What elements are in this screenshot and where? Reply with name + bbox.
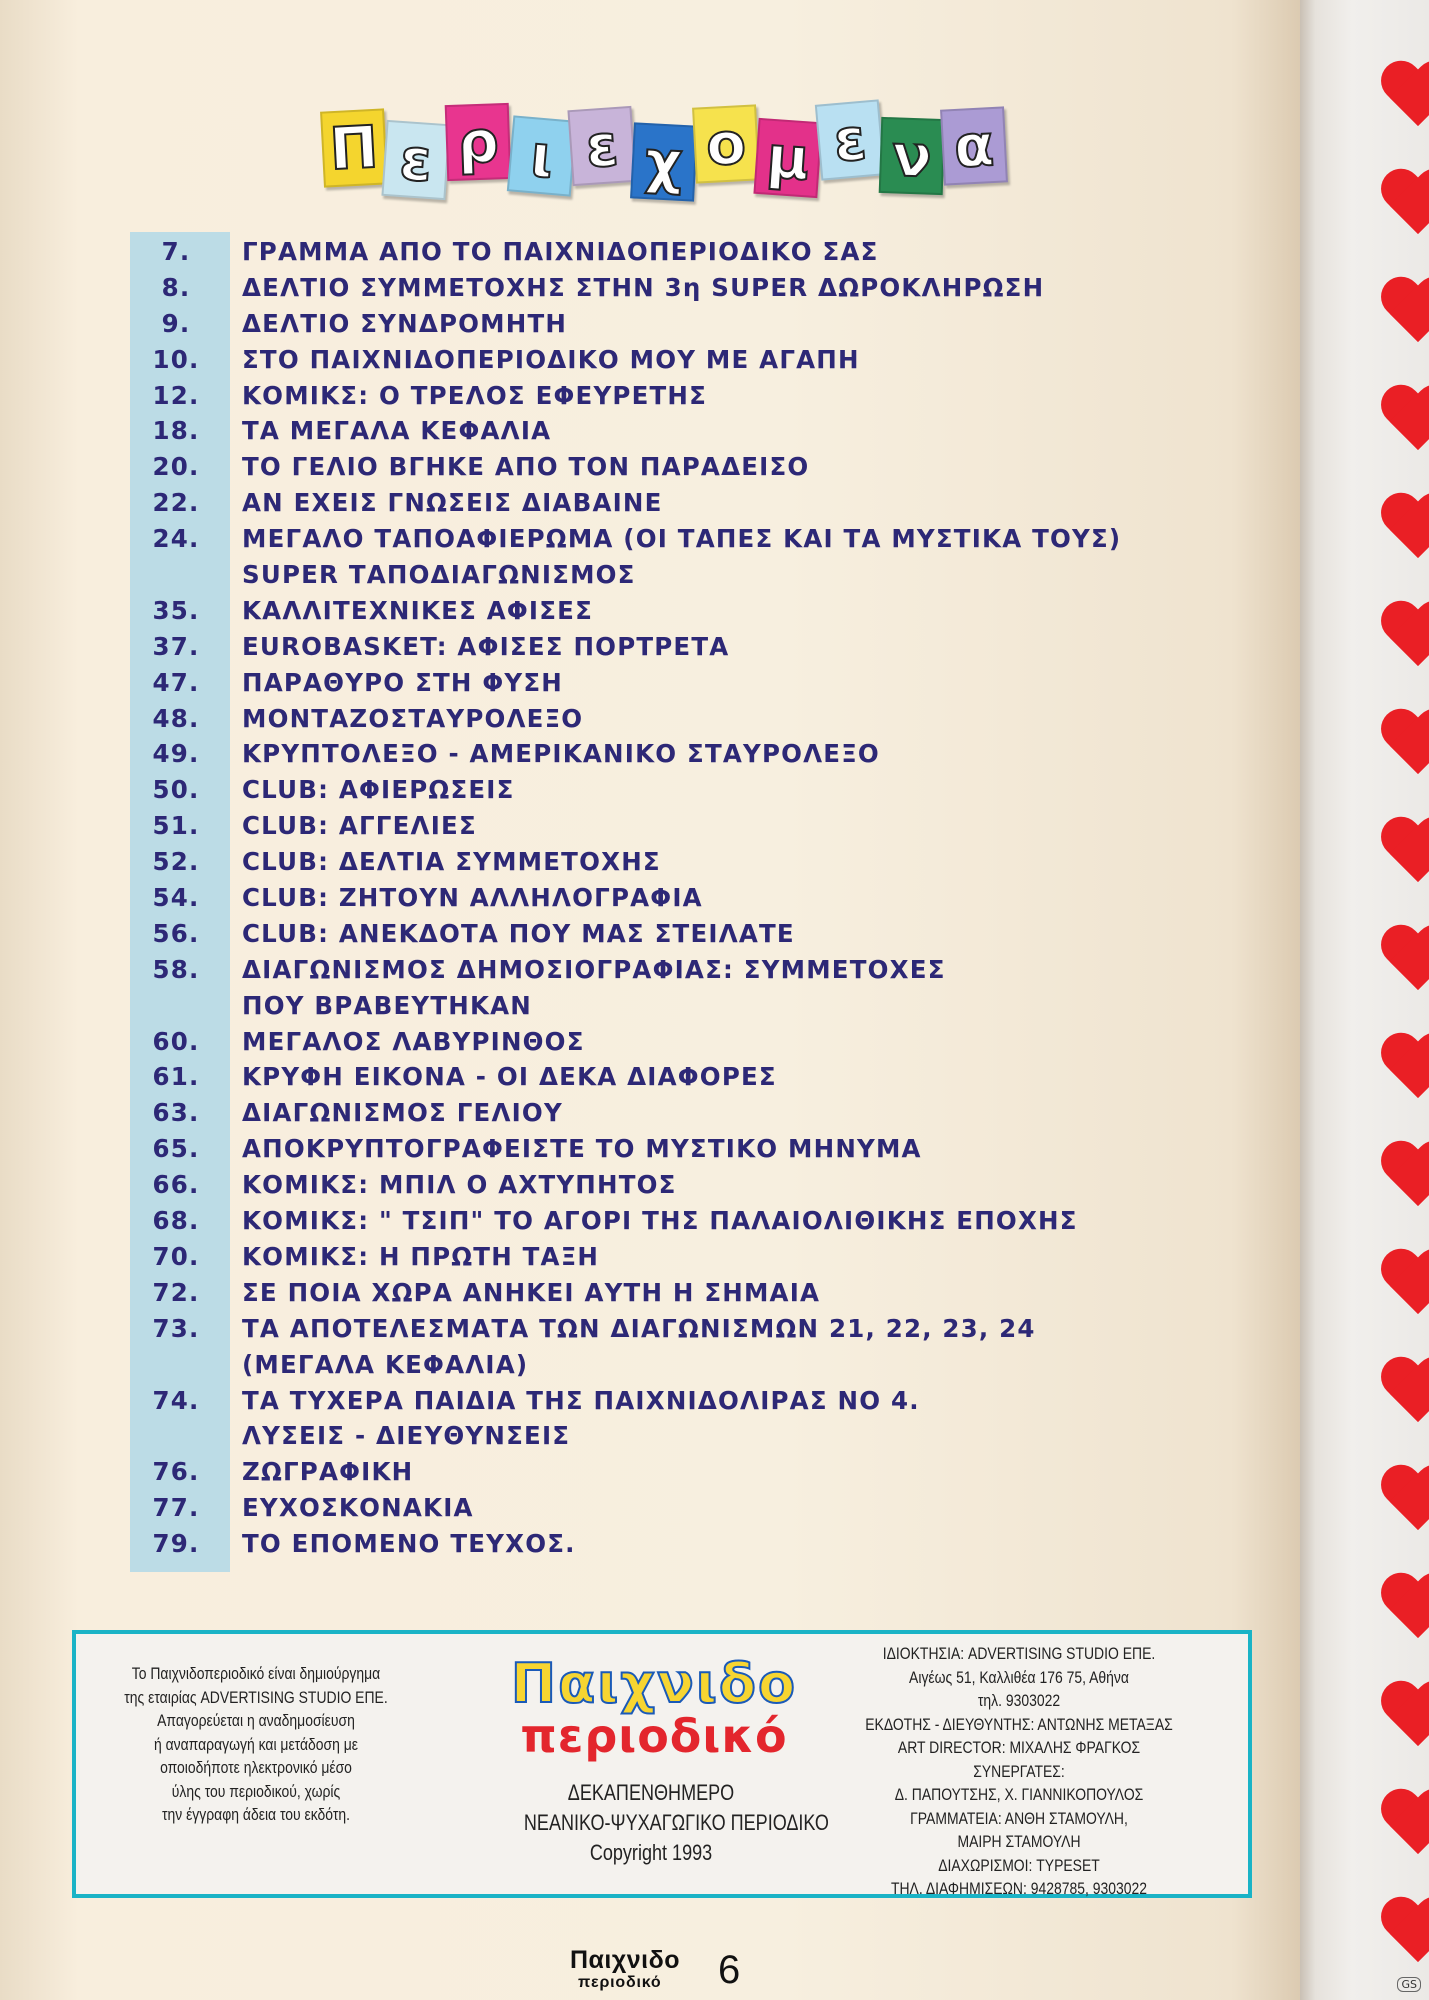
toc-entry-title: ΤΟ ΓΕΛΙΟ ΒΓΗΚΕ ΑΠΟ ΤΟΝ ΠΑΡΑΔΕΙΣΟ	[242, 452, 810, 482]
toc-entry-title: ΤΟ ΕΠΟΜΕΝΟ ΤΕΥΧΟΣ.	[242, 1529, 576, 1559]
toc-page-number: 18.	[152, 416, 200, 446]
title-letter-tile: ε	[381, 120, 450, 200]
heart-icon	[1378, 386, 1429, 466]
heart-icon	[1378, 1142, 1429, 1222]
footer-brand-top: Παιχνιδο	[570, 1946, 681, 1974]
title-letter-tile: χ	[630, 122, 698, 201]
toc-page-number: 72.	[152, 1277, 200, 1307]
credits-line: ΕΚΔΟΤΗΣ - ΔΙΕΥΘΥΝΤΗΣ: ΑΝΤΩΝΗΣ ΜΕΤΑΞΑΣ	[865, 1714, 1173, 1734]
toc-page-number: 54.	[152, 883, 200, 913]
toc-entry-title: CLUB: ΖΗΤΟΥΝ ΑΛΛΗΛΟΓΡΑΦΙΑ	[242, 883, 703, 913]
toc-entry-title: CLUB: ΑΝΕΚΔΟΤΑ ΠΟΥ ΜΑΣ ΣΤΕΙΛΑΤΕ	[242, 918, 795, 948]
toc-page-number: 22.	[152, 488, 200, 518]
heart-icon	[1378, 62, 1429, 142]
toc-row	[130, 485, 1230, 521]
title-letter-tile: ρ	[445, 103, 512, 181]
toc-page-number: 60.	[152, 1026, 200, 1056]
toc-entry-title: CLUB: ΑΓΓΕΛΙΕΣ	[242, 811, 477, 841]
credits-line: ΜΑΙΡΗ ΣΤΑΜΟΥΛΗ	[957, 1832, 1081, 1851]
publication-line: Copyright 1993	[589, 1840, 713, 1865]
toc-row	[130, 1131, 1230, 1167]
toc-row	[130, 593, 1230, 629]
heart-icon	[1378, 1466, 1429, 1546]
toc-entry-title: (ΜΕΓΑΛΑ ΚΕΦΑΛΙΑ)	[242, 1349, 529, 1379]
copyright-notice	[76, 1662, 436, 1827]
toc-row	[130, 665, 1230, 701]
toc-row	[130, 1418, 1230, 1454]
title-letter-tile: Π	[320, 108, 388, 187]
toc-row	[130, 772, 1230, 808]
toc-page-number: 77.	[152, 1493, 200, 1523]
toc-row	[130, 1059, 1230, 1095]
toc-page-number: 70.	[152, 1241, 200, 1271]
credits-line: Δ. ΠΑΠΟΥΤΣΗΣ, Χ. ΓΙΑΝΝΙΚΟΠΟΥΛΟΣ	[894, 1785, 1144, 1804]
toc-entry-title: ΛΥΣΕΙΣ - ΔΙΕΥΘΥΝΣΕΙΣ	[242, 1421, 571, 1451]
copyright-line: Το Παιχνιδοπεριοδικό είναι δημιούργημα	[131, 1664, 381, 1683]
toc-entry-title: ΖΩΓΡΑΦΙΚΗ	[242, 1457, 414, 1487]
toc-row	[130, 1383, 1230, 1419]
copyright-line: της εταιρίας ADVERTISING STUDIO ΕΠΕ.	[124, 1687, 388, 1707]
credits-line: ΔΙΑΧΩΡΙΣΜΟΙ: TYPESET	[938, 1855, 1100, 1875]
toc-row	[130, 736, 1230, 772]
toc-entry-title: ΚΟΜΙΚΣ: " ΤΣΙΠ" ΤΟ ΑΓΟΡΙ ΤΗΣ ΠΑΛΑΙΟΛΙΘΙΚΗΣ ΕΠΟΧΗΣ	[242, 1206, 1078, 1236]
credits-line: ΓΡΑΜΜΑΤΕΙΑ: ΑΝΘΗ ΣΤΑΜΟΥΛΗ,	[910, 1808, 1128, 1828]
toc-page-number: 66.	[152, 1170, 200, 1200]
toc-row	[130, 270, 1230, 306]
toc-entry-title: ΤΑ ΤΥΧΕΡΑ ΠΑΙΔΙΑ ΤΗΣ ΠΑΙΧΝΙΔΟΛΙΡΑΣ ΝΟ 4.	[242, 1385, 920, 1415]
toc-page-number: 51.	[152, 811, 200, 841]
toc-page-number: 76.	[152, 1457, 200, 1487]
page-footer	[570, 1944, 770, 2000]
toc-row	[130, 449, 1230, 485]
heart-icon	[1378, 494, 1429, 574]
toc-row	[130, 1454, 1230, 1490]
publication-line: ΝΕΑΝΙΚΟ-ΨΥΧΑΓΩΓΙΚΟ ΠΕΡΙΟΔΙΚΟ	[523, 1810, 829, 1835]
credits-line: ART DIRECTOR: ΜΙΧΑΛΗΣ ΦΡΑΓΚΟΣ	[897, 1738, 1141, 1757]
credits-line: Αιγέως 51, Καλλιθέα 176 75, Αθήνα	[909, 1667, 1129, 1687]
toc-entry-title: ΕΥΧΟΣΚΟΝΑΚΙΑ	[242, 1493, 474, 1523]
toc-page-number: 50.	[152, 775, 200, 805]
credits-line: τηλ. 9303022	[977, 1691, 1061, 1710]
toc-page-number: 8.	[161, 272, 191, 302]
copyright-line: ύλης του περιοδικού, χωρίς	[171, 1781, 341, 1801]
toc-page-number: 79.	[152, 1529, 200, 1559]
scanner-mark: GS	[1397, 1977, 1421, 1992]
toc-row	[130, 1203, 1230, 1239]
toc-page-number: 7.	[161, 237, 191, 266]
footer-brand-bottom: περιοδικό	[578, 1974, 662, 1991]
toc-page-number: 12.	[152, 380, 200, 410]
toc-entry-title: ΤΑ ΑΠΟΤΕΛΕΣΜΑΤΑ ΤΩΝ ΔΙΑΓΩΝΙΣΜΩΝ 21, 22, 23, 24	[242, 1313, 1036, 1343]
toc-row	[130, 378, 1230, 414]
title-letter-tile: α	[940, 106, 1008, 185]
toc-entry-title: SUPER ΤΑΠΟΔΙΑΓΩΝΙΣΜΟΣ	[242, 560, 636, 590]
heart-icon	[1378, 1034, 1429, 1114]
toc-page-number: 9.	[161, 308, 191, 338]
toc-entry-title: ΑΝ ΕΧΕΙΣ ΓΝΩΣΕΙΣ ΔΙΑΒΑΙΝΕ	[242, 488, 663, 518]
credits-text	[835, 1642, 1204, 1901]
copyright-line: οποιοδήποτε ηλεκτρονικό μέσο	[160, 1758, 352, 1777]
toc-row	[130, 1095, 1230, 1131]
publication-info	[496, 1778, 829, 1868]
toc-page-number: 73.	[152, 1313, 200, 1343]
table-of-contents	[130, 234, 1230, 1562]
toc-entry-title: ΔΕΛΤΙΟ ΣΥΝΔΡΟΜΗΤΗ	[242, 308, 568, 338]
publication-text	[523, 1778, 829, 1868]
toc-row	[130, 1526, 1230, 1562]
toc-row	[130, 1490, 1230, 1526]
toc-row	[130, 701, 1230, 737]
toc-entry-title: CLUB: ΑΦΙΕΡΩΣΕΙΣ	[242, 775, 515, 805]
toc-row	[130, 1311, 1230, 1347]
toc-row	[130, 234, 1230, 270]
toc-entry-title: ΚΡΥΦΗ ΕΙΚΟΝΑ - ΟΙ ΔΕΚΑ ΔΙΑΦΟΡΕΣ	[242, 1062, 777, 1092]
heart-icon	[1378, 1250, 1429, 1330]
credits-line: ΙΔΙΟΚΤΗΣΙΑ: ADVERTISING STUDIO ΕΠΕ.	[882, 1644, 1156, 1663]
title-letter-tile: ε	[567, 106, 636, 186]
toc-page-number: 10.	[152, 344, 200, 374]
heart-icon	[1378, 1790, 1429, 1870]
toc-page-number: 65.	[152, 1134, 200, 1164]
toc-row	[130, 844, 1230, 880]
toc-entry-title: ΜΟΝΤΑΖΟΣΤΑΥΡΟΛΕΞΟ	[242, 703, 584, 733]
heart-icon	[1378, 926, 1429, 1006]
toc-entry-title: ΚΑΛΛΙΤΕΧΝΙΚΕΣ ΑΦΙΣΕΣ	[242, 595, 594, 625]
toc-row	[130, 629, 1230, 665]
credits-line: ΣΥΝΕΡΓΑΤΕΣ:	[973, 1761, 1065, 1781]
toc-row	[130, 521, 1230, 557]
toc-row	[130, 952, 1230, 988]
copyright-line: Απαγορεύεται η αναδημοσίευση	[157, 1711, 355, 1730]
heart-icon	[1378, 818, 1429, 898]
page-number: 6	[718, 1948, 741, 1992]
toc-page-number: 35.	[152, 595, 200, 625]
title-letter-tile: ο	[692, 104, 760, 183]
toc-row	[130, 342, 1230, 378]
toc-page-number: 52.	[152, 847, 200, 877]
toc-page-number: 68.	[152, 1206, 200, 1236]
copyright-line: την έγγραφη άδεια του εκδότη.	[161, 1805, 350, 1824]
page-title-tiles	[322, 100, 1002, 210]
credits	[794, 1642, 1244, 1901]
title-letter-tile: ε	[815, 99, 885, 180]
toc-page-number: 61.	[152, 1062, 200, 1092]
title-letter-tile: ν	[879, 117, 946, 195]
toc-page-number: 37.	[152, 631, 200, 661]
toc-page-number: 47.	[152, 667, 200, 697]
toc-page-number: 74.	[152, 1385, 200, 1415]
toc-entry-title: ΠΑΡΑΘΥΡΟ ΣΤΗ ΦΥΣΗ	[242, 667, 563, 697]
toc-entry-title: ΣΤΟ ΠΑΙΧΝΙΔΟΠΕΡΙΟΔΙΚΟ ΜΟΥ ΜΕ ΑΓΑΠΗ	[242, 344, 860, 374]
heart-icon	[1378, 1898, 1429, 1978]
toc-row	[130, 880, 1230, 916]
heart-icon	[1378, 1574, 1429, 1654]
toc-entry-title: ΔΙΑΓΩΝΙΣΜΟΣ ΓΕΛΙΟΥ	[242, 1098, 563, 1128]
toc-row	[130, 1347, 1230, 1383]
heart-icon	[1378, 1682, 1429, 1762]
heart-icon	[1378, 602, 1429, 682]
toc-entry-title: ΣΕ ΠΟΙΑ ΧΩΡΑ ΑΝΗΚΕΙ ΑΥΤΗ Η ΣΗΜΑΙΑ	[242, 1277, 821, 1307]
toc-row	[130, 1167, 1230, 1203]
toc-entry-title: EUROBASKET: ΑΦΙΣΕΣ ΠΟΡΤΡΕΤΑ	[242, 631, 730, 661]
toc-page-number: 20.	[152, 452, 200, 482]
magazine-logo	[494, 1652, 814, 1772]
toc-entry-title: ΔΕΛΤΙΟ ΣΥΜΜΕΤΟΧΗΣ ΣΤΗΝ 3η SUPER ΔΩΡΟΚΛΗΡΩΣΗ	[242, 272, 1045, 302]
logo-bottom-text: περιοδικό	[520, 1709, 788, 1763]
toc-row	[130, 413, 1230, 449]
toc-row	[130, 1239, 1230, 1275]
masthead-box	[72, 1630, 1252, 1898]
toc-entry-title: CLUB: ΔΕΛΤΙΑ ΣΥΜΜΕΤΟΧΗΣ	[242, 847, 661, 877]
toc-entry-title: ΠΟΥ ΒΡΑΒΕΥΤΗΚΑΝ	[242, 990, 533, 1020]
toc-entry-title: ΑΠΟΚΡΥΠΤΟΓΡΑΦΕΙΣΤΕ ΤΟ ΜΥΣΤΙΚΟ ΜΗΝΥΜΑ	[242, 1134, 922, 1164]
toc-entry-title: ΤΑ ΜΕΓΑΛΑ ΚΕΦΑΛΙΑ	[242, 416, 552, 446]
heart-icon	[1378, 278, 1429, 358]
title-letter-tile: μ	[753, 118, 822, 198]
toc-entry-title: ΚΟΜΙΚΣ: ΜΠΙΛ Ο ΑΧΤΥΠΗΤΟΣ	[242, 1170, 677, 1200]
toc-row	[130, 1024, 1230, 1060]
toc-page-number: 24.	[152, 524, 200, 554]
toc-row	[130, 306, 1230, 342]
publication-line: ΔΕΚΑΠΕΝΘΗΜΕΡΟ	[567, 1780, 735, 1805]
toc-entry-title: ΜΕΓΑΛΟ ΤΑΠΟΑΦΙΕΡΩΜΑ (ΟΙ ΤΑΠΕΣ ΚΑΙ ΤΑ ΜΥΣΤΙΚΑ ΤΟΥΣ)	[242, 524, 1122, 554]
hearts-border-strip	[1300, 0, 1429, 2000]
heart-icon	[1378, 710, 1429, 790]
toc-page-number: 58.	[152, 954, 200, 984]
logo-top-text: Παιχνιδο	[510, 1652, 798, 1715]
toc-entry-title: ΓΡΑΜΜΑ ΑΠΟ ΤΟ ΠΑΙΧΝΙΔΟΠΕΡΙΟΔΙΚΟ ΣΑΣ	[242, 237, 879, 266]
toc-row	[130, 916, 1230, 952]
title-letter-tile: ι	[507, 115, 577, 196]
toc-row	[130, 1275, 1230, 1311]
toc-entry-title: ΚΡΥΠΤΟΛΕΞΟ - ΑΜΕΡΙΚΑΝΙΚΟ ΣΤΑΥΡΟΛΕΞΟ	[242, 739, 880, 769]
toc-page-number: 49.	[152, 739, 200, 769]
copyright-line: ή αναπαραγωγή και μετάδοση με	[153, 1734, 359, 1754]
toc-page-number: 63.	[152, 1098, 200, 1128]
credits-line: ΤΗΛ. ΔΙΑΦΗΜΙΣΕΩΝ: 9428785, 9303022	[890, 1879, 1148, 1898]
heart-icon	[1378, 170, 1429, 250]
toc-page-number: 56.	[152, 918, 200, 948]
toc-entry-title: ΚΟΜΙΚΣ: Η ΠΡΩΤΗ ΤΑΞΗ	[242, 1241, 600, 1271]
toc-page-number: 48.	[152, 703, 200, 733]
toc-entry-title: ΜΕΓΑΛΟΣ ΛΑΒΥΡΙΝΘΟΣ	[242, 1026, 585, 1056]
copyright-text	[108, 1662, 403, 1827]
toc-row	[130, 557, 1230, 593]
toc-row	[130, 988, 1230, 1024]
toc-entry-title: ΚΟΜΙΚΣ: Ο ΤΡΕΛΟΣ ΕΦΕΥΡΕΤΗΣ	[242, 380, 708, 410]
toc-entry-title: ΔΙΑΓΩΝΙΣΜΟΣ ΔΗΜΟΣΙΟΓΡΑΦΙΑΣ: ΣΥΜΜΕΤΟΧΕΣ	[242, 954, 946, 984]
heart-icon	[1378, 1358, 1429, 1438]
toc-row	[130, 808, 1230, 844]
